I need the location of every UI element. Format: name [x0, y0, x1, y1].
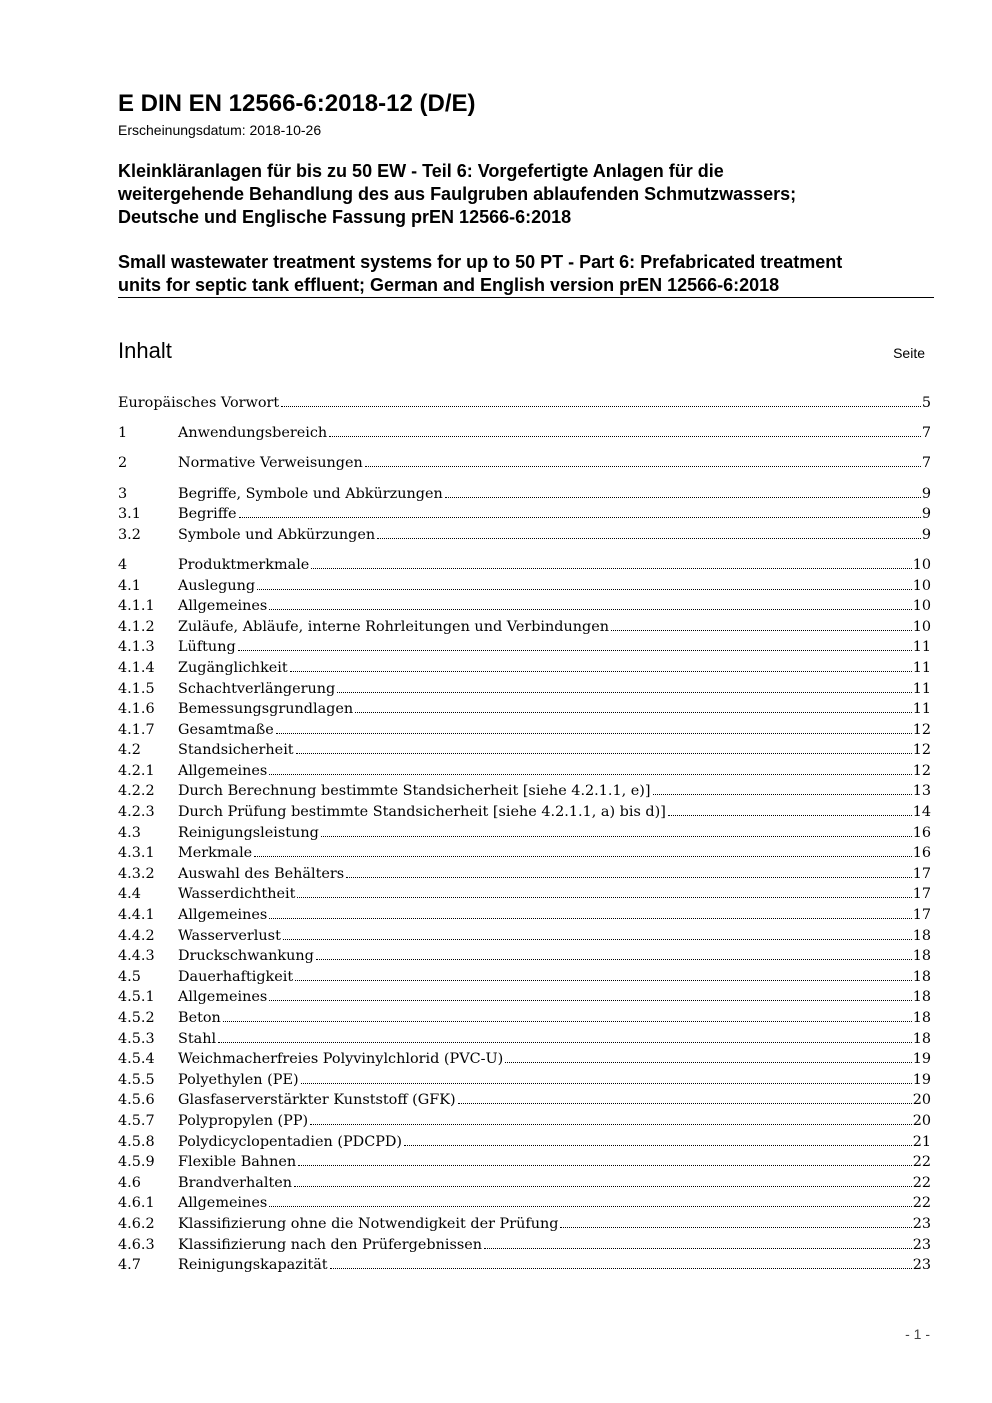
toc-dot-leader	[294, 1186, 912, 1187]
title-german-line-3: Deutsche und Englische Fassung prEN 12566-6:2018	[118, 207, 572, 227]
publication-date: Erscheinungsdatum: 2018-10-26	[118, 122, 322, 138]
toc-entry[interactable]	[118, 948, 931, 969]
toc-dot-leader	[269, 609, 911, 610]
toc-entry-number: 4.2.3	[118, 804, 155, 821]
toc-entry[interactable]	[118, 1154, 931, 1175]
toc-entry-page: 12	[912, 762, 931, 779]
toc-dot-leader	[257, 589, 912, 590]
toc-entry-number: 4.5.5	[118, 1071, 155, 1088]
toc-entry-title: Reinigungsleistung	[178, 824, 319, 841]
toc-dot-leader	[560, 1227, 911, 1228]
toc-entry-page: 18	[912, 1010, 931, 1026]
title-divider	[118, 297, 934, 298]
toc-entry-title: Weichmacherfreies Polyvinylchlorid (PVC-U)	[178, 1051, 504, 1068]
toc-entry-number: 4.4.2	[118, 927, 155, 944]
toc-entry-number: 2	[118, 455, 128, 472]
toc-entry-number: 4.5.7	[118, 1112, 155, 1129]
toc-entry-page: 22	[912, 1174, 931, 1191]
toc-entry-number: 4.5.4	[118, 1051, 155, 1068]
toc-entry-number: 4.5.9	[118, 1154, 155, 1171]
toc-entry-page: 5	[921, 395, 931, 411]
toc-entry-page: 23	[912, 1236, 931, 1253]
toc-entry-page: 17	[912, 865, 931, 882]
toc-entry[interactable]	[118, 742, 931, 763]
toc-dot-leader	[290, 671, 912, 672]
toc-entry-page: 22	[912, 1154, 931, 1171]
toc-entry[interactable]	[118, 598, 931, 619]
toc-entry-number: 3	[118, 485, 128, 502]
toc-entry[interactable]	[118, 1195, 931, 1216]
toc-entry[interactable]	[118, 866, 931, 887]
toc-dot-leader	[254, 856, 911, 857]
toc-entry-title: Flexible Bahnen	[178, 1154, 297, 1171]
toc-dot-leader	[281, 406, 921, 407]
toc-entry[interactable]	[118, 1113, 931, 1134]
toc-dot-leader	[329, 436, 921, 437]
toc-dot-leader	[505, 1062, 911, 1063]
toc-entry-title: Reinigungskapazität	[178, 1257, 328, 1274]
toc-dot-leader	[297, 897, 911, 898]
toc-entry[interactable]	[118, 1010, 931, 1031]
toc-entry[interactable]	[118, 1237, 931, 1258]
toc-entry-title: Normative Verweisungen	[178, 455, 363, 472]
toc-dot-leader	[218, 1042, 912, 1043]
toc-entry-number: 4.2.1	[118, 762, 155, 779]
toc-entry-number: 4.1.1	[118, 598, 155, 615]
title-english-line-2: units for septic tank effluent; German and English version prEN 12566-6:2018	[118, 275, 780, 295]
toc-dot-leader	[238, 650, 912, 651]
toc-entry-page: 23	[912, 1215, 931, 1232]
toc-entry[interactable]	[118, 455, 931, 476]
toc-entry-page: 11	[912, 639, 931, 656]
toc-entry-number: 1	[118, 425, 128, 442]
toc-entry[interactable]	[118, 527, 931, 548]
toc-entry-number: 4.2.2	[118, 783, 155, 800]
toc-entry-title: Zuläufe, Abläufe, interne Rohrleitungen und Verbindungen	[178, 618, 610, 635]
toc-entry[interactable]	[118, 845, 931, 866]
toc-entry-number: 4.5.2	[118, 1010, 155, 1026]
toc-entry-page: 9	[921, 485, 931, 502]
toc-entry-number: 4.1.2	[118, 618, 155, 635]
toc-dot-leader	[653, 794, 912, 795]
toc-entry-number: 4.5.8	[118, 1133, 155, 1150]
toc-entry-page: 7	[921, 425, 931, 442]
page-number: - 1 -	[905, 1326, 930, 1342]
toc-entry-page: 11	[912, 680, 931, 697]
toc-entry-number: 4.3.2	[118, 865, 155, 882]
toc-entry[interactable]	[118, 989, 931, 1010]
toc-entry[interactable]	[118, 557, 931, 578]
toc-entry-page: 22	[912, 1195, 931, 1212]
toc-entry-page: 11	[912, 659, 931, 676]
toc-entry-page: 9	[921, 506, 931, 523]
toc-dot-leader	[301, 1083, 912, 1084]
toc-entry-page: 7	[921, 455, 931, 472]
toc-entry[interactable]	[118, 969, 931, 990]
toc-entry-number: 4.5.3	[118, 1030, 155, 1047]
toc-dot-leader	[269, 1206, 911, 1207]
toc-entry-page: 20	[912, 1112, 931, 1129]
toc-entry-number: 4.6.3	[118, 1236, 155, 1253]
toc-entry-title: Klassifizierung ohne die Notwendigkeit der Prüfung	[178, 1215, 559, 1232]
toc-entry[interactable]	[118, 763, 931, 784]
table-of-contents	[118, 395, 931, 1278]
toc-entry[interactable]	[118, 660, 931, 681]
toc-entry-number: 4.1	[118, 577, 141, 594]
toc-dot-leader	[269, 918, 911, 919]
toc-entry-number: 4.1.3	[118, 639, 155, 656]
toc-entry-title: Druckschwankung	[178, 948, 314, 965]
toc-entry-page: 10	[912, 598, 931, 615]
toc-entry-page: 11	[912, 701, 931, 718]
toc-entry-number: 4	[118, 556, 128, 573]
toc-entry-page: 16	[912, 845, 931, 862]
toc-entry-title: Begriffe, Symbole und Abkürzungen	[178, 485, 443, 502]
toc-entry[interactable]	[118, 486, 931, 507]
toc-entry-page: 21	[912, 1133, 931, 1150]
toc-entry-title: Begriffe	[178, 506, 237, 523]
toc-entry-number: 4.4	[118, 886, 141, 903]
toc-entry-title: Allgemeines	[178, 989, 268, 1006]
toc-dot-leader	[276, 733, 912, 734]
toc-entry[interactable]	[118, 425, 931, 446]
toc-entry-title: Polyethylen (PE)	[178, 1071, 299, 1088]
toc-entry-number: 4.1.6	[118, 701, 155, 718]
toc-dot-leader	[337, 692, 911, 693]
toc-dot-leader	[316, 959, 912, 960]
toc-entry-page: 16	[912, 824, 931, 841]
toc-entry-title: Glasfaserverstärkter Kunststoff (GFK)	[178, 1092, 456, 1109]
toc-dot-leader	[611, 630, 912, 631]
toc-dot-leader	[330, 1268, 912, 1269]
document-id: E DIN EN 12566-6:2018-12 (D/E)	[118, 90, 476, 117]
toc-entry[interactable]	[118, 1092, 931, 1113]
toc-entry-number: 4.5.6	[118, 1092, 155, 1109]
toc-entry-page: 17	[912, 886, 931, 903]
toc-entry[interactable]	[118, 639, 931, 660]
toc-entry-number: 4.6	[118, 1174, 141, 1191]
toc-entry[interactable]	[118, 722, 931, 743]
toc-dot-leader	[269, 774, 911, 775]
title-english	[118, 251, 938, 297]
toc-entry-number: 4.7	[118, 1257, 141, 1274]
toc-entry[interactable]	[118, 783, 931, 804]
toc-entry-page: 9	[921, 526, 931, 543]
title-english-line-1: Small wastewater treatment systems for up to 50 PT - Part 6: Prefabricated treatment	[118, 252, 843, 272]
toc-entry[interactable]	[118, 804, 931, 825]
toc-dot-leader	[239, 517, 921, 518]
toc-entry-number: 4.1.5	[118, 680, 155, 697]
toc-entry[interactable]	[118, 1051, 931, 1072]
toc-entry-title: Allgemeines	[178, 598, 268, 615]
toc-entry-page: 23	[912, 1257, 931, 1274]
toc-dot-leader	[404, 1145, 912, 1146]
toc-entry-title: Dauerhaftigkeit	[178, 968, 294, 985]
toc-entry-title: Symbole und Abkürzungen	[178, 526, 376, 543]
toc-dot-leader	[668, 815, 912, 816]
toc-entry-page: 20	[912, 1092, 931, 1109]
toc-entry-title: Wasserdichtheit	[178, 886, 296, 903]
toc-entry-title: Anwendungsbereich	[178, 425, 328, 442]
toc-entry-number: 4.6.2	[118, 1215, 155, 1232]
toc-entry-page: 10	[912, 618, 931, 635]
toc-entry[interactable]	[118, 506, 931, 527]
title-german-line-1: Kleinkläranlagen für bis zu 50 EW - Teil 6: Vorgefertigte Anlagen für die	[118, 161, 724, 181]
title-german	[118, 160, 938, 229]
toc-entry-title: Europäisches Vorwort	[118, 395, 280, 411]
toc-entry[interactable]	[118, 886, 931, 907]
toc-entry-page: 10	[912, 556, 931, 573]
toc-entry[interactable]	[118, 928, 931, 949]
toc-entry[interactable]	[118, 1134, 931, 1155]
toc-entry[interactable]	[118, 681, 931, 702]
toc-entry[interactable]	[118, 1072, 931, 1093]
toc-dot-leader	[484, 1248, 912, 1249]
toc-dot-leader	[377, 538, 921, 539]
toc-dot-leader	[346, 877, 912, 878]
toc-entry-number: 4.6.1	[118, 1195, 155, 1212]
toc-dot-leader	[311, 568, 911, 569]
toc-entry[interactable]	[118, 578, 931, 599]
toc-entry-number: 4.3	[118, 824, 141, 841]
toc-entry-page: 19	[912, 1071, 931, 1088]
toc-entry-page: 12	[912, 721, 931, 738]
toc-dot-leader	[458, 1103, 912, 1104]
toc-entry-page: 13	[912, 783, 931, 800]
toc-dot-leader	[355, 712, 912, 713]
toc-entry-number: 4.1.4	[118, 659, 155, 676]
toc-entry-title: Beton	[178, 1010, 221, 1026]
toc-entry-number: 4.4.1	[118, 907, 155, 924]
toc-entry-page: 19	[912, 1051, 931, 1068]
toc-dot-leader	[296, 753, 912, 754]
toc-entry[interactable]	[118, 395, 931, 416]
toc-dot-leader	[365, 466, 921, 467]
toc-entry-number: 4.4.3	[118, 948, 155, 965]
toc-entry-page: 18	[912, 1030, 931, 1047]
toc-entry-page: 14	[912, 804, 931, 821]
toc-entry-page: 18	[912, 989, 931, 1006]
toc-entry[interactable]	[118, 1031, 931, 1052]
toc-entry-title: Schachtverlängerung	[178, 680, 336, 697]
toc-entry-number: 4.2	[118, 742, 141, 759]
toc-entry-number: 3.2	[118, 526, 141, 543]
toc-entry-number: 4.3.1	[118, 845, 155, 862]
toc-entry[interactable]	[118, 907, 931, 928]
toc-entry-title: Durch Prüfung bestimmte Standsicherheit [siehe 4.2.1.1, a) bis d)]	[178, 804, 666, 821]
toc-entry[interactable]	[118, 701, 931, 722]
toc-entry-page: 18	[912, 968, 931, 985]
toc-entry-title: Gesamtmaße	[178, 721, 274, 738]
toc-entry-title: Lüftung	[178, 639, 236, 656]
toc-entry-number: 4.5.1	[118, 989, 155, 1006]
toc-entry-title: Allgemeines	[178, 1195, 268, 1212]
toc-dot-leader	[223, 1021, 912, 1022]
toc-entry-title: Brandverhalten	[178, 1174, 293, 1191]
toc-entry-title: Standsicherheit	[178, 742, 294, 759]
toc-entry-title: Merkmale	[178, 845, 253, 862]
toc-dot-leader	[321, 836, 912, 837]
toc-entry-title: Wasserverlust	[178, 927, 281, 944]
toc-entry-title: Bemessungsgrundlagen	[178, 701, 354, 718]
toc-entry-title: Polydicyclopentadien (PDCPD)	[178, 1133, 403, 1150]
toc-entry-title: Klassifizierung nach den Prüfergebnissen	[178, 1236, 483, 1253]
toc-entry-page: 18	[912, 927, 931, 944]
toc-entry[interactable]	[118, 825, 931, 846]
toc-entry-number: 4.5	[118, 968, 141, 985]
toc-entry-title: Auswahl des Behälters	[178, 865, 345, 882]
toc-entry[interactable]	[118, 1257, 931, 1278]
toc-entry[interactable]	[118, 1175, 931, 1196]
toc-dot-leader	[310, 1124, 912, 1125]
toc-entry-page: 18	[912, 948, 931, 965]
toc-entry-title: Polypropylen (PP)	[178, 1112, 309, 1129]
toc-entry-page: 12	[912, 742, 931, 759]
toc-entry-page: 10	[912, 577, 931, 594]
toc-dot-leader	[269, 1000, 911, 1001]
toc-dot-leader	[445, 497, 921, 498]
toc-dot-leader	[298, 1165, 911, 1166]
toc-entry-title: Stahl	[178, 1030, 217, 1047]
title-german-line-2: weitergehende Behandlung des aus Faulgruben ablaufenden Schmutzwassers;	[118, 184, 797, 204]
toc-entry-number: 4.1.7	[118, 721, 155, 738]
page-column-label: Seite	[893, 345, 925, 361]
toc-dot-leader	[295, 980, 912, 981]
toc-entry-title: Allgemeines	[178, 907, 268, 924]
toc-entry[interactable]	[118, 1216, 931, 1237]
toc-entry-title: Allgemeines	[178, 762, 268, 779]
toc-entry-title: Produktmerkmale	[178, 556, 310, 573]
toc-entry-title: Auslegung	[178, 577, 256, 594]
toc-entry-title: Zugänglichkeit	[178, 659, 288, 676]
contents-heading: Inhalt	[118, 338, 172, 363]
toc-entry-page: 17	[912, 907, 931, 924]
toc-dot-leader	[283, 939, 912, 940]
toc-entry-title: Durch Berechnung bestimmte Standsicherheit [siehe 4.2.1.1, e)]	[178, 783, 651, 800]
toc-entry-number: 3.1	[118, 506, 141, 523]
toc-entry[interactable]	[118, 619, 931, 640]
